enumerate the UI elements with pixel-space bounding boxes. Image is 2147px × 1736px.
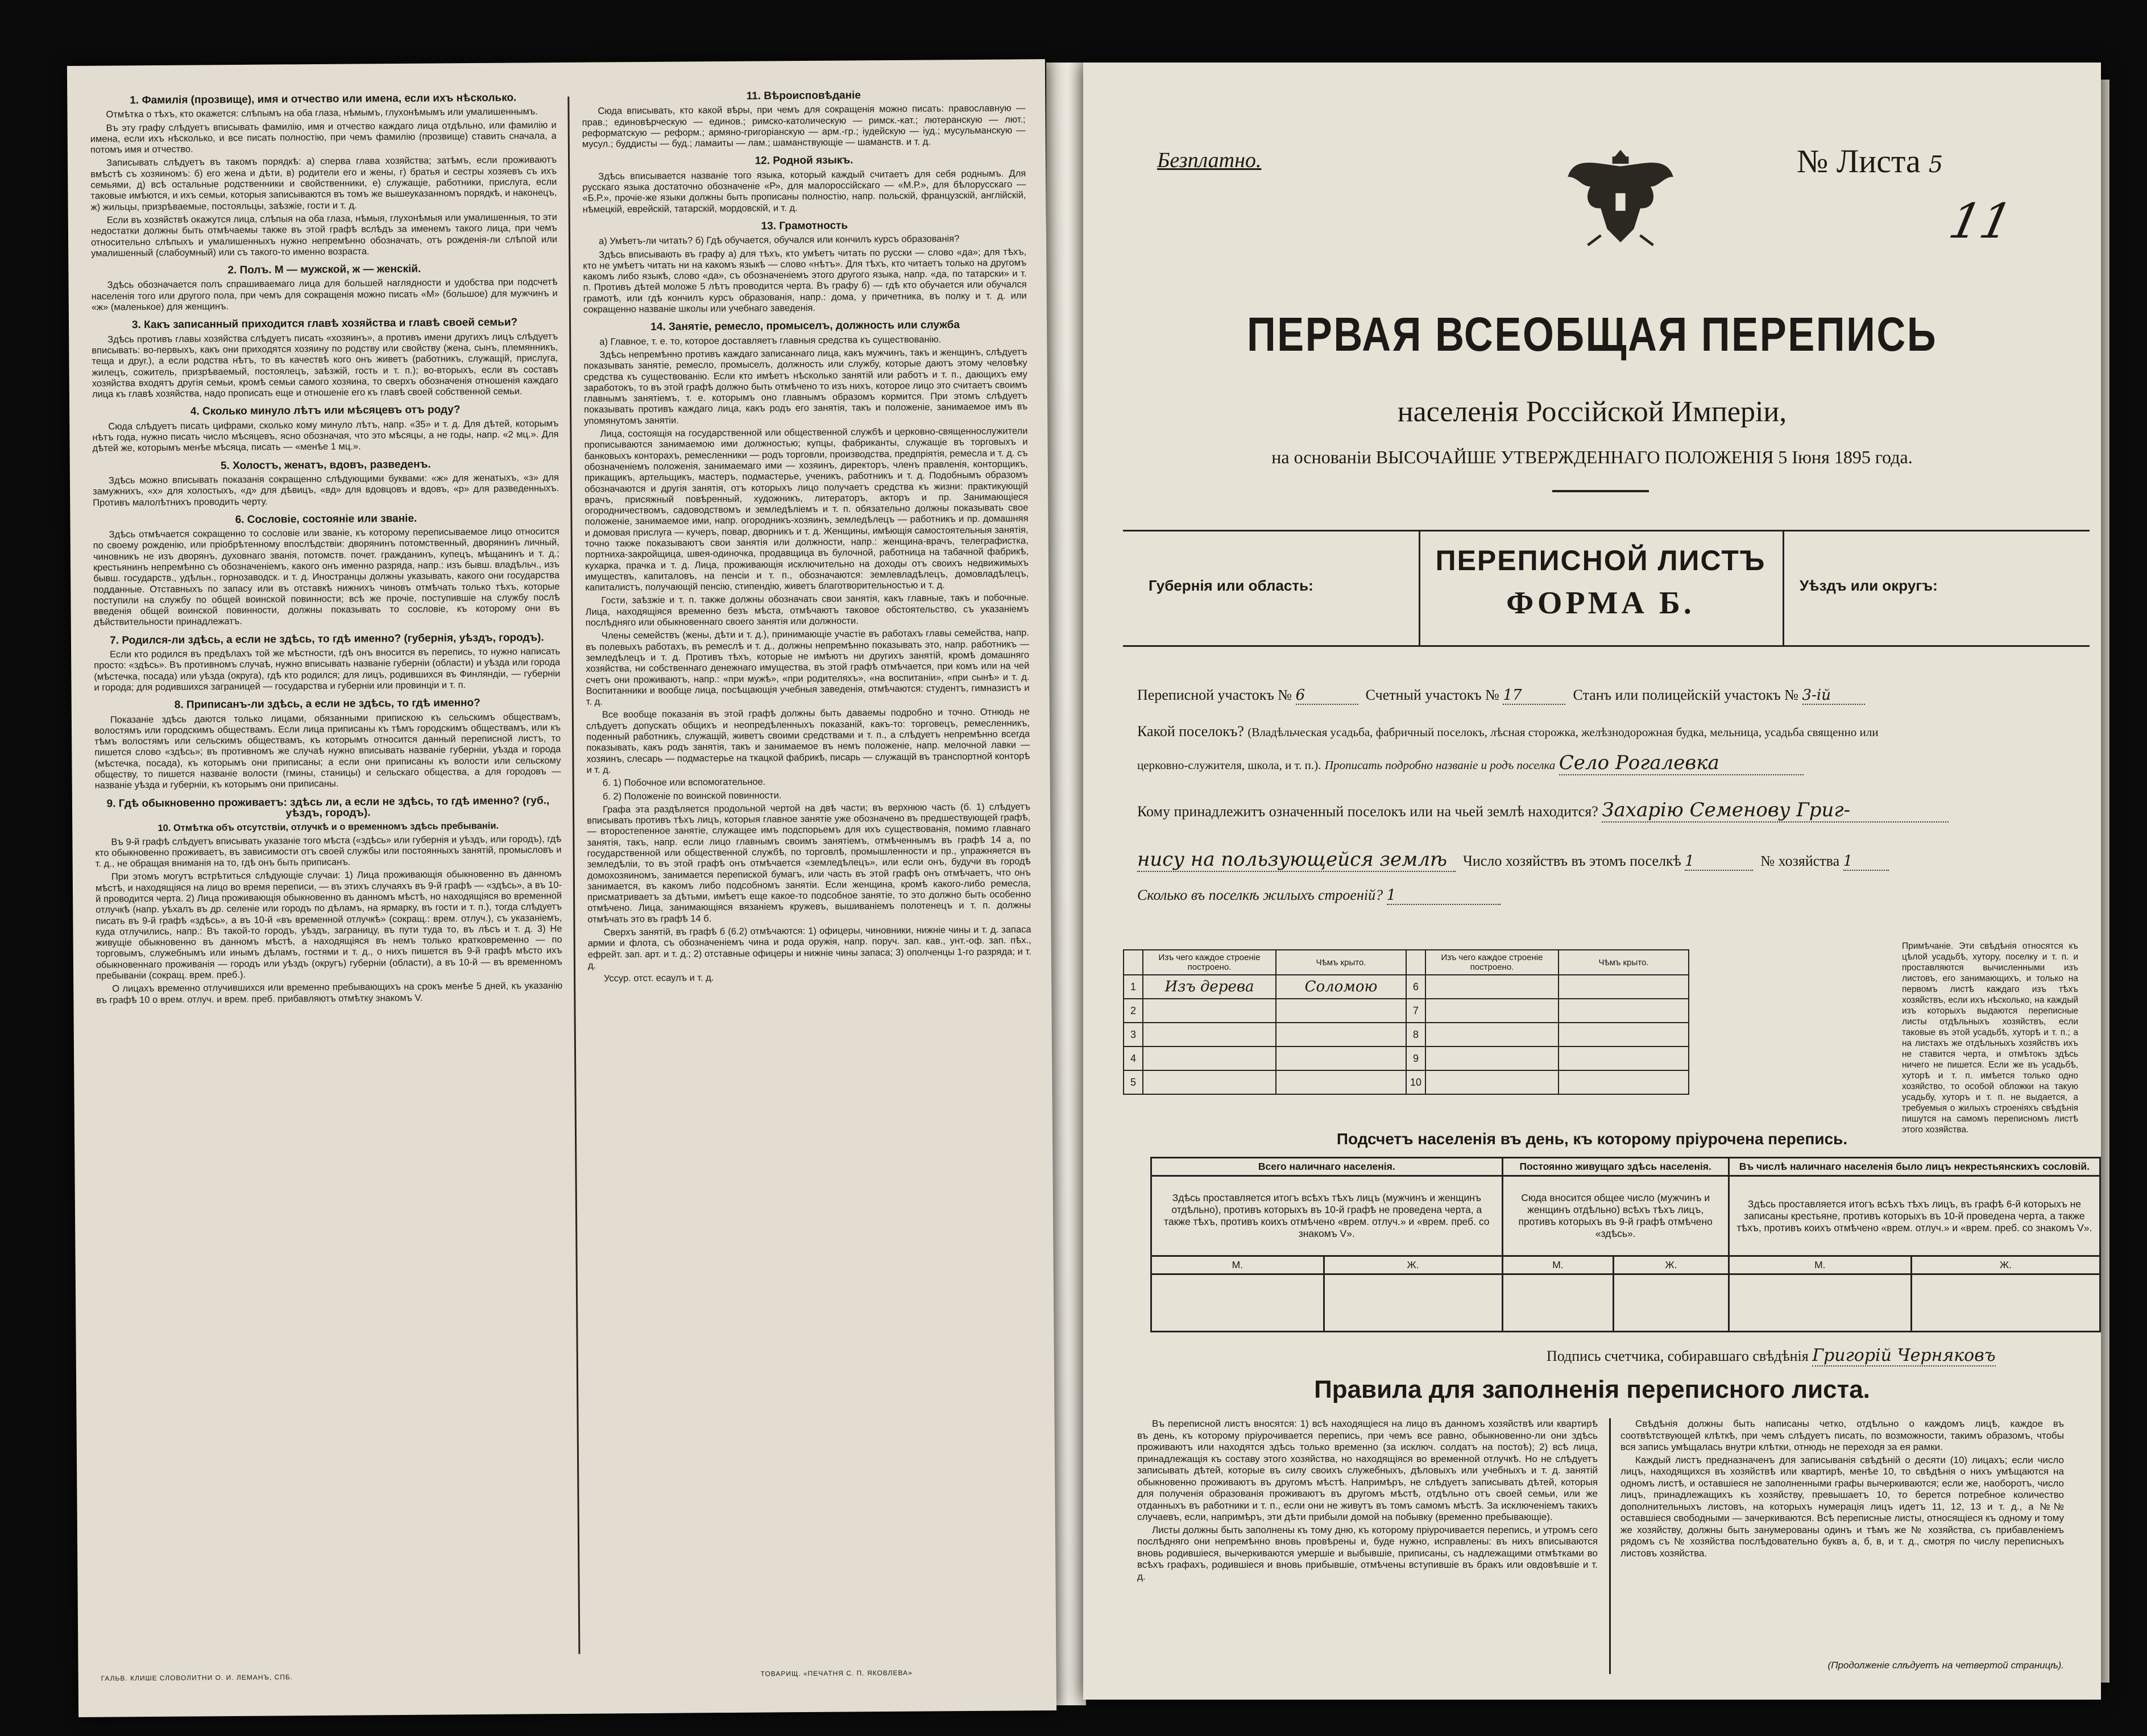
instruction-paragraph: Въ 9-й графѣ слѣдуетъ вписывать указаніе того мѣста («здѣсь» или губернія и уѣздъ, или городъ), гдѣ кто обыкновенно проживаетъ, въ зависимости отъ своей службы или постоянныхъ занятій, промысловъ и т. д., не обращая вниманія на то, гдѣ онъ быть приписанъ. [95, 833, 562, 869]
printer-imprint-right: ТОВАРИЩ. «ПЕЧАТНЯ С. П. ЯКОВЛЕВА» [760, 1668, 913, 1678]
settlement-name-value: Село Рогалевка [1559, 751, 1804, 775]
right-page [1083, 63, 2101, 1700]
instruction-paragraph: Здѣсь противъ главы хозяйства слѣдуетъ писать «хозяинъ», а противъ имени другихъ лицъ слѣдуетъ вписывать: во-первыхъ, какъ они приходятся хозяину по родству или свойству (жена, сынъ, племянникъ, теща и друг.), а если родства нѣтъ, то въ качествѣ кого онъ живетъ (работникъ, служащій, прислуга, жилецъ, сожитель, призрѣваемый, постоялецъ, заѣзжій, гость и т. п.); во-вторыхъ, если въ составъ хозяйства входятъ другія семьи, кромѣ семьи самого хозяина, то сверхъ обозначенія отношенія каждаго лица къ главѣ хозяйства, надо прописать еще и отношеніе его къ главѣ своей собственной семьи. [92, 331, 558, 400]
instruction-heading: 6. Сословіе, состояніе или званіе. [235, 512, 417, 526]
buildings-line [1137, 887, 1501, 905]
free-label: Безплатно. [1157, 148, 1262, 172]
building-roof [1559, 1023, 1689, 1046]
settlement-hint: (Владѣльческая усадьба, фабричный поселокъ, лѣсная сторожка, желѣзнодорожная будка, мельница, усадьба священно или [1247, 725, 1879, 739]
building-roof [1276, 1046, 1406, 1070]
instruction-paragraph: Графа эта раздѣляется продольной чертой на двѣ части; въ верхнюю часть (б. 1) слѣдуетъ вписывать противъ тѣхъ лицъ, которыя главное занятіе уже обозначено въ предшествующей графѣ, — второстепенное занятіе, служащее имъ подспорьемъ для ихъ существованія, помимо главнаго занятія, такъ, напр. если лицо главнымъ своимъ занятіемъ, отмѣченнымъ въ графѣ 14 а, по государственной или общественной службѣ, по торговлѣ, промышленности и пр., упражняется въ земледѣліи, то въ этой графѣ онъ отмѣчается «земледѣлецъ», или если онъ, будучи въ городѣ домохозяиномъ, занимается перепиской бумагъ, или часть въ этой графѣ онъ отмѣчаетъ, что онъ занимается, въ какомъ либо подсобномъ занятіи. Если женщина, кромѣ какого-либо ремесла, присматриваетъ за дѣтьми, имѣетъ еще какое-то подсобное занятіе, то это должно быть особенно отмѣчено. Лица, занимающіяся вязаніемъ кружевъ, вышиваніемъ полотенецъ и т. п. должны отмѣчать это въ графѣ 14 б. [587, 801, 1031, 925]
rules-paragraph: Въ переписной листъ вносятся: 1) всѣ находящіеся на лицо въ данномъ хозяйствѣ или квартирѣ въ день, къ которому пріурочивается перепись, при чемъ все равно, обыкновенно-ли они здѣсь проживаютъ или находятся здѣсь только временно (за исключ. солдатъ на постоѣ); 2) всѣ лица, принадлежащія къ составу этого хозяйства, но находящіяся во временной отлучкѣ. Но не слѣдуетъ записывать дѣтей, которые въ силу своихъ служебныхъ, дѣловыхъ или учебныхъ и т. д. занятій обыкновенно проживаютъ въ другомъ мѣстѣ. Напримѣръ, не слѣдуетъ записывать дѣтей, которыя для полученія образованія проживаютъ въ другомъ мѣстѣ, отдѣльно отъ своей семьи, или же отданныхъ въ работники и т. п., если они не живутъ въ томъ самомъ мѣстѣ. За исключеніемъ такихъ случаевъ, если, напримѣръ, эти дѣти прибыли домой на побывку (временно пребывающіе). [1137, 1418, 1598, 1522]
building-number: 9 [1406, 1046, 1425, 1070]
count-description-row [1151, 1176, 2100, 1256]
instruction-heading: 11. Вѣроисповѣданіе [746, 89, 861, 102]
instruction-paragraph: Если кто родился въ предѣлахъ той же мѣстности, гдѣ онъ вносится въ перепись, то нужно написать просто: «здѣсь». Въ противномъ случаѣ, нужно вписывать названіе губерніи (области) и уѣзда или города (мѣстечка, посада) или уѣзда (округа), гдѣ кто родился; для лицъ, родившихся въ Финляндіи, — губерніи и города; для родившихся заграницей — государства и губерніи или провинціи и т. п. [94, 646, 561, 693]
buildings-count-value: 1 [1387, 887, 1501, 905]
counting-district-label: Счетный участокъ № [1365, 687, 1499, 703]
building-number: 6 [1406, 975, 1425, 999]
instruction-paragraph: Въ эту графу слѣдуетъ вписывать фамилію, имя и отчество каждаго лица отдѣльно, или фамилію и имена, если ихъ нѣсколько, и все писать полностію, при чемъ фамилію (прозвище) ставить сначала, а потомъ имя и отчество. [90, 119, 557, 155]
settlement-name-label: Прописать подробно названіе и родъ поселка [1324, 758, 1556, 772]
instruction-heading: 5. Холостъ, женатъ, вдовъ, разведенъ. [220, 458, 431, 472]
material-header: Изъ чего каждое строеніе построено. [1143, 950, 1276, 975]
building-roof [1276, 1070, 1406, 1094]
police-district-label: Станъ или полицейскій участокъ № [1573, 687, 1799, 703]
female-label: Ж. [1324, 1256, 1502, 1274]
instruction-paragraph: Записывать слѣдуетъ въ такомъ порядкѣ: а) сперва глава хозяйства; затѣмъ, если проживаютъ вмѣстѣ съ хозяиномъ: б) его жена и дѣти, в) родители его и жены, г) братья и сестры хозяевъ съ ихъ семьями, д) всѣ остальные родственники и свойственники, е) служащіе, работники, прислуга, если таковые имѣются, и ихъ семьи, которыя записываются въ томъ же вышеуказанномъ порядкѣ, и наконецъ, ж) жильцы, призрѣваемые, постояльцы, заѣзжіе, гости и т. д. [90, 155, 557, 213]
building-roof [1559, 975, 1689, 999]
rules-paragraph: Листы должны быть заполнены къ тому дню, къ которому пріурочивается перепись, и утромъ сего послѣдняго они непремѣнно вновь провѣрены и, буде нужно, исправлены: въ нихъ вписываются вновь родившіеся, вычеркиваются умершіе и выбывшіе, приписаны, съ надлежащими отмѣтками во всѣхъ графахъ, родившіеся и вновь прибывшіе, отмѣчены вступившіе въ бракъ или овдовѣвшіе и т. д. [1137, 1524, 1598, 1582]
non-peasant-header: Въ числѣ наличнаго населенія было лицъ некрестьянскихъ сословій. [1729, 1158, 2100, 1176]
building-material [1143, 999, 1276, 1023]
instruction-paragraph: Здѣсь можно вписывать показанія сокращенно слѣдующими буквами: «ж» для женатыхъ, «з» для замужнихъ, «х» для холостыхъ, «д» для дѣвицъ, «вд» для вдовцовъ и вдовъ, «р» для разведенныхъ. Противъ малолѣтнихъ проводить черту. [93, 472, 559, 508]
population-count-title: Подсчетъ населенія въ день, къ которому пріурочена перепись. [1336, 1130, 1848, 1148]
building-material: Изъ дерева [1143, 975, 1276, 999]
instruction-heading: 9. Гдѣ обыкновенно проживаетъ: здѣсь ли, а если не здѣсь, то гдѣ именно? (губ., уѣздъ, городъ). [106, 794, 550, 820]
building-number: 10 [1406, 1070, 1425, 1094]
instruction-heading: 7. Родился-ли здѣсь, а если не здѣсь, то гдѣ именно? (губернія, уѣздъ, городъ). [110, 631, 544, 647]
household-number-value: 1 [1843, 853, 1889, 871]
owner-value: Захарію Семенову Григ- [1602, 799, 1949, 823]
uezd-cell [1783, 531, 2090, 645]
households-count-label: Число хозяйствъ въ этомъ поселкѣ [1463, 853, 1681, 869]
handwritten-page-number: 11 [1944, 193, 2017, 249]
instruction-paragraph: Сверхъ занятій, въ графѣ б (6.2) отмѣчаются: 1) офицеры, чиновники, нижніе чины и т. д. запаса армии и флота, съ обозначеніемъ чина и рода оружія, напр. поруч. зап. кав., унт.-оф. зап. пѣх., ефрейт. зап. арт. и т. д.; 2) отставные офицеры и нижніе чины запаса; 3) ополченцы 1-го разряда; и т. д. [587, 924, 1031, 971]
printer-imprint-left: ГАЛЬВ. КЛИШЕ СЛОВОЛИТНИ О. И. ЛЕМАНЪ, СПБ. [101, 1673, 293, 1683]
building-row [1124, 1070, 1689, 1094]
census-basis: на основаніи ВЫСОЧАЙШЕ УТВЕРЖДЕННАГО ПОЛОЖЕНІЯ 5 Іюня 1895 года. [1271, 447, 1913, 467]
buildings-table-header [1124, 950, 1689, 975]
instruction-paragraph: Уссур. отст. есаулъ и т. д. [604, 973, 714, 984]
instruction-paragraph: б. 1) Побочное или вспомогательное. [602, 776, 766, 788]
count-value-row [1151, 1274, 2100, 1332]
household-number-label: № хозяйства [1760, 853, 1840, 869]
form-title: ПЕРЕПИСНОЙ ЛИСТЪ [1435, 545, 1766, 576]
building-number: 1 [1124, 975, 1143, 999]
households-count-value: 1 [1685, 853, 1753, 871]
instruction-paragraph: Здѣсь отмѣчается сокращенно то сословіе или званіе, къ которому переписываемое лицо относится по своему рожденію, или пріобрѣтенному впослѣдствіи: дворянинъ потомственный, дворянинъ личный, чиновникъ не изъ дворянъ, духовнаго званія, потомств. почет. гражданинъ, купецъ, мѣщанинъ и т. д.; крестьянинъ непремѣнно съ обозначеніемъ, какого онъ именно разряда, напр.: изъ бывш. владѣльч., изъ бывш. государств., удѣльн., горнозаводск. и т. д. Иностранцы должны указывать, какого они государства подданные. Отставныхъ по запасу или въ отставкѣ нижнихъ чиновъ отмѣчать только тѣхъ, которые поступили на службу по общей воинской повинности; всѣ же прочіе, поступившіе на службу послѣ введенія общей воинской повинности, должны показывать то сословіе, къ которому они въ дѣйствительности принадлежатъ. [93, 526, 560, 628]
female-count-cell [1324, 1274, 1502, 1332]
settlement-line [1137, 723, 1879, 740]
non-peasant-description: Здѣсь проставляется итогъ всѣхъ тѣхъ лицъ, въ графѣ 6-й которыхъ не записаны крестьяне, противъ которыхъ въ 10-й проведена черта, а также тѣхъ, противъ коихъ отмѣчено «врем. отлуч.» и «врем. преб. со знакомъ V». [1729, 1176, 2100, 1256]
form-title-cell [1419, 531, 1784, 645]
instruction-paragraph: При этомъ могутъ встрѣтиться слѣдующіе случаи: 1) Лица проживающія обыкновенно въ данномъ мѣстѣ, и находящіяся на лицо во время переписи, — въ этихъ случаяхъ въ 9-й графѣ — «здѣсь», а въ 10-й проводится черта. 2) Лица проживающія обыкновенно въ данномъ мѣстѣ, но находящіяся во временной отлучкѣ (напр. уѣхалъ въ др. селеніе или городъ по дѣламъ, на ярмарку, въ гости и т. п.), тогда слѣдуетъ писать въ 9-й графѣ «здѣсь», а въ 10-й «въ временной отлучкѣ» (сокращ.: врем. отлуч.), съ указаніемъ, куда отлучились, напр.: Въ такой-то городъ, уѣздъ, заграницу, въ пути туда то, въ лѣсъ и т. д. 3) Не живущіе обыкновенно въ данномъ мѣстѣ, а находящіяся въ немъ только кратковременно — по торговымъ, служебнымъ или инымъ дѣламъ, гостями и т. д., о нихъ пишется въ 9-й графѣ мѣсто ихъ обыкновеннаго проживанія — городъ или уѣздъ (округъ) губерніи (области), а въ 10-й — въ временномъ пребываніи (сокращ. врем. преб.). [95, 869, 562, 981]
instruction-paragraph: Сюда слѣдуетъ писать цифрами, сколько кому минуло лѣтъ, напр. «35» и т. д. Для дѣтей, которымъ нѣтъ года, нужно писать число мѣсяцевъ, ясно обозначая, что это мѣсяцы, а не годы, напр. «2 мц.». Для дѣтей же, которымъ менѣе мѣсяца, писать — «менѣе 1 мц.». [92, 418, 559, 454]
permanent-residents-description: Сюда вносится общее число (мужчинъ и женщинъ отдѣльно) всѣхъ тѣхъ лицъ, противъ которыхъ въ 9-й графѣ отмѣчено «здѣсь». [1502, 1176, 1729, 1256]
instruction-heading: 12. Родной языкъ. [755, 154, 853, 168]
instruction-paragraph: Здѣсь вписывають въ графу а) для тѣхъ, кто умѣетъ читать по русски — слово «да»; для тѣхъ, кто не умѣетъ читать ни на какомъ языкѣ — слово «нѣтъ». Для тѣхъ, кто читаетъ только на другомъ какомъ либо языкѣ, слово «да», съ обозначеніемъ этого другого языка, напр. «да, по татарски» и т. п. Противъ дѣтей моложе 5 лѣтъ проводится черта. Въ графу б) — гдѣ кто обучается или обучался грамотѣ, или гдѣ кончилъ курсъ образованія, напр.: дома, у причетника, въ полку и т. д. или сокращенно названіе школы или учебнаго заведенія. [583, 246, 1027, 315]
total-present-header: Всего наличнаго населенія. [1151, 1158, 1503, 1176]
census-title: ПЕРВАЯ ВСЕОБЩАЯ ПЕРЕПИСЬ [1246, 308, 1938, 361]
counting-district-value: 17 [1503, 687, 1565, 705]
male-label: М. [1502, 1256, 1614, 1274]
building-roof [1276, 999, 1406, 1023]
female-label: Ж. [1614, 1256, 1729, 1274]
gubernia-label: Губернія или область: [1149, 577, 1313, 594]
form-b-label: ФОРМА Б. [1506, 585, 1695, 621]
instruction-paragraph: Члены семействъ (жены, дѣти и т. д.), принимающіе участіе въ работахъ главы семейства, напр. въ полевыхъ работахъ, въ ремеслѣ и т. д., должны непремѣнно показывать это, напр. работникъ — земледѣлецъ и т. д. Противъ тѣхъ, которые не имѣютъ ни другихъ занятій, кромѣ домашняго хозяйства, ни собственнаго денежнаго имущества, въ этой графѣ отмѣчается, при комъ или на чей счетъ они проживаютъ, напр.: «при мужѣ», «при родителяхъ», «на воспитаніи», «при сынѣ» и т. д. Воспитанники и вообще лица, посѣщающія учебныя заведенія, отмѣчаются: студентъ, гимназистъ и т. д. [585, 628, 1030, 707]
sheet-number-label: № Листа [1797, 143, 1921, 180]
rules-paragraph: Каждый листъ предназначенъ для записыванія свѣдѣній о десяти (10) лицахъ; если число лицъ, находящихся въ хозяйствѣ или квартирѣ, менѣе 10, то свѣдѣнія о нихъ умѣщаются на одномъ листѣ, и оставшіеся не заполненными графы вычеркиваются; если же, наоборотъ, число лицъ, принадлежащихъ къ хозяйству, превышаетъ 10, то берется потребное количество дополнительныхъ листовъ, на которыхъ нумерація лицъ идетъ 11, 12, 13 и т. д., а №№ оставшіеся свободными — зачеркиваются. Всѣ переписные листы, относящіеся къ одному и тому же хозяйству, должны быть занумерованы одинъ и тѣмъ же № хозяйства, съ прибавленіемъ рядомъ съ № хозяйства послѣдовательно буквъ а, б, в, и т. д., смотря по числу переписныхъ листовъ хозяйства. [1620, 1454, 2064, 1559]
total-present-description: Здѣсь проставляется итогъ всѣхъ тѣхъ лицъ (мужчинъ и женщинъ отдѣльно), противъ которыхъ въ 10-й графѣ не проведена черта, а также тѣхъ, противъ коихъ отмѣчено «врем. отлуч.» и «врем. преб. со знакомъ V». [1151, 1176, 1503, 1256]
row-number-header [1124, 950, 1143, 975]
building-material [1143, 1023, 1276, 1046]
form-header-row [1123, 530, 2090, 647]
gubernia-cell [1123, 531, 1420, 645]
instruction-heading: 14. Занятіе, ремесло, промыселъ, должность или служба [650, 319, 960, 334]
instruction-paragraph: а) Умѣетъ-ли читать? б) Гдѣ обучается, обучался или кончилъ курсъ образованія? [598, 234, 960, 247]
instruction-paragraph: б. 2) Положеніе по воинской повинности. [602, 790, 782, 802]
rules-divider [1609, 1418, 1611, 1674]
settlement-question: Какой поселокъ? [1137, 723, 1244, 740]
building-material [1425, 975, 1559, 999]
buildings-note: Примѣчаніе. Эти свѣдѣнія относятся къ цѣлой усадьбѣ, хутору, поселку и т. п. и проставляются вычисленными изъ листовъ, его занимающихъ, и только на первомъ листѣ каждаго изъ тѣхъ хозяйствъ, если ихъ нѣсколько, на каждый изъ которыхъ выдаются переписные листы отдѣльныхъ хозяйствъ, если таковые въ этой усадьбѣ, хуторѣ и т. п.; а на листахъ же отдѣльныхъ хозяйствъ ихъ не ставится черта, и отмѣтокъ здѣсь ничего не пишется. Если же въ усадьбѣ, хуторѣ и т. п. имѣется только одно хозяйство, то особой обложки на такую усадьбу, хуторъ и т. п. не выдается, а требуемыя о жилыхъ строеніяхъ свѣдѣнія пишутся на самомъ переписномъ листѣ этого хозяйства. [1902, 941, 2078, 1135]
rules-paragraph: Свѣдѣнія должны быть написаны четко, отдѣльно о каждомъ лицѣ, каждое въ соотвѣтствующей клѣткѣ, при чемъ слѣдуетъ писать, по возможности, такимъ образомъ, чтобы вся запись умѣщалась внутри клѣтки, отнюдь не переходя за ея рамки. [1620, 1418, 2064, 1452]
households-line [1137, 848, 1889, 872]
building-row [1124, 975, 1689, 999]
instruction-heading: 2. Полъ. М — мужской, ж — женскій. [227, 263, 421, 277]
rules-title: Правила для заполненія переписного листа. [1314, 1376, 1870, 1403]
buildings-count-label: Сколько въ поселкѣ жилыхъ строеній? [1137, 887, 1383, 903]
building-number: 2 [1124, 999, 1143, 1023]
male-count-cell [1151, 1274, 1324, 1332]
settlement-hint-cont: церковно-служителя, школа, и т. п.). [1137, 758, 1321, 772]
building-roof: Соломою [1276, 975, 1406, 999]
material-header: Изъ чего каждое строеніе построено. [1425, 950, 1559, 975]
building-material [1425, 1023, 1559, 1046]
enumerator-signature-line [1547, 1345, 1996, 1365]
instruction-paragraph: Здѣсь вписывается названіе того языка, который каждый считаетъ для себя роднымъ. Для русскаго языка достаточно обозначеніе «Р», для малороссійскаго — «М.Р.», для бѣлорусскаго — «Б.Р.», прочіе-же языки должны быть прописаны полностію, напр. польскій, французскій, англійскій, нѣмецкій, еврейскій, татарскій, мордовскій, и т. д. [582, 168, 1026, 215]
building-roof [1559, 1046, 1689, 1070]
instructions-column-2 [582, 82, 1036, 1642]
census-subtitle: населенія Россійской Имперіи, [1397, 396, 1787, 428]
enumerator-signature-label: Подпись счетчика, собиравшаго свѣдѣнія [1547, 1348, 1809, 1364]
absence-note-heading: 10. Отмѣтка объ отсутствіи, отлучкѣ и о временномъ здѣсь пребываніи. [157, 820, 499, 834]
female-label: Ж. [1911, 1256, 2100, 1274]
district-line [1137, 687, 1865, 705]
instruction-paragraph: Если въ хозяйствѣ окажутся лица, слѣпыя на оба глаза, нѣмыя, глухонѣмыя или умалишенныя, то эти недостатки должны быть отмѣчаемы также въ этой графѣ вслѣдъ за именемъ такого лица, при чемъ относительно слѣпыхъ и умалишенныхъ нужно непремѣнно обозначать, отъ рожденія-ли слѣпой или умалишенный (слабоумный) или съ такого-то именно возраста. [90, 211, 558, 259]
building-material [1143, 1070, 1276, 1094]
enumerator-signature-value: Григорій Черняковъ [1812, 1345, 1996, 1365]
owner-line [1137, 799, 1949, 823]
instruction-paragraph: Все вообще показанія въ этой графѣ должны быть даваемы подробно и точно. Отнюдь не слѣдуетъ допускать общихъ и неопредѣленныхъ показаній, какъ-то: торговецъ, ремесленникъ, поденный работникъ, служащій, живетъ своими средствами и т. п., а слѣдуетъ непремѣнно всегда показывать, какъ родъ занятія, такъ и занимаемое въ немъ положеніе, напр. мелочной лавки — хозяинъ, слесарь — подмастерье на ткацкой фабрикѣ, писарь — служащій въ транспортной конторѣ и т. д. [586, 707, 1030, 775]
instruction-paragraph: Отмѣтка о тѣхъ, кто окажется: слѣпымъ на оба глаза, нѣмымъ, глухонѣмымъ или умалишеннымъ. [106, 106, 538, 120]
instruction-heading: 8. Приписанъ-ли здѣсь, а если не здѣсь, то гдѣ именно? [174, 697, 480, 711]
rules-continuation-note: (Продолженіе слѣдуетъ на четвертой страницѣ). [1827, 1660, 2064, 1671]
male-count-cell [1729, 1274, 1911, 1332]
column-divider [567, 97, 580, 1654]
male-count-cell [1502, 1274, 1614, 1332]
owner-label: Кому принадлежитъ означенный поселокъ или на чьей землѣ находится? [1137, 803, 1598, 820]
instruction-heading: 1. Фамилія (прозвище), имя и отчество или имена, если ихъ нѣсколько. [130, 92, 517, 107]
building-number: 5 [1124, 1070, 1143, 1094]
building-row [1124, 1023, 1689, 1046]
roof-header: Чѣмъ крыто. [1276, 950, 1406, 975]
owner-value-cont: нису на пользующейся землѣ [1137, 848, 1456, 872]
male-label: М. [1729, 1256, 1911, 1274]
title-divider [1552, 490, 1649, 492]
building-roof [1559, 999, 1689, 1023]
sheet-number-value: 5 [1928, 152, 1943, 178]
permanent-residents-header: Постоянно живущаго здѣсь населенія. [1502, 1158, 1729, 1176]
building-material [1425, 1070, 1559, 1094]
building-number: 7 [1406, 999, 1425, 1023]
building-roof [1276, 1023, 1406, 1046]
instruction-paragraph: О лицахъ временно отлучившихся или временно пребывающихъ на срокъ менѣе 5 дней, къ указанію въ графѣ 10 о врем. отлуч. и врем. преб. прибавляютъ отмѣтку знакомъ V. [96, 981, 563, 1006]
police-district-value: 3-ій [1802, 687, 1865, 705]
building-material [1143, 1046, 1276, 1070]
sheet-number [1797, 142, 1943, 180]
double-headed-eagle-emblem [1555, 131, 1686, 261]
census-district-label: Переписной участокъ № [1137, 687, 1292, 703]
female-count-cell [1614, 1274, 1729, 1332]
population-count-table [1150, 1157, 2101, 1332]
instruction-paragraph: а) Главное, т. е. то, которое доставляетъ главныя средства къ существованію. [599, 334, 942, 347]
building-row [1124, 1046, 1689, 1070]
building-material [1425, 1046, 1559, 1070]
instruction-paragraph: Здѣсь непремѣнно противъ каждаго записаннаго лица, какъ мужчинъ, такъ и женщинъ, слѣдуетъ показывать занятіе, ремесло, промыселъ, должность или службу, которые даютъ этому человѣку средства къ существованію. Если кто имѣетъ нѣсколько занятій или работъ и т. п., дающихъ ему заработокъ, то въ этой графѣ должно быть отмѣчено то изъ нихъ, которое лицо это считаетъ своимъ главнымъ занятіемъ, т. е. которымъ оно главнымъ образомъ кормится. При этомъ слѣдуетъ показывать противъ каждаго лица, какъ родъ его занятія, такъ и положеніе, занимаемое имъ въ упомянутомъ занятіи. [583, 347, 1028, 426]
rules-column-2 [1620, 1418, 2064, 1657]
instruction-paragraph: Лица, состоящія на государственной или общественной службѣ и церковно-священнослужители прописываются занимаемою ими должностью; купцы, фабриканты, служащіе въ торговыхъ и банковыхъ конторахъ, ремесленники — родъ торговли, производства, предпріятія, ремесла и т. д. съ обозначеніемъ положенія, занимаемаго ими — хозяинъ, директоръ, членъ правленія, конторщикъ, прикащикъ, артельщикъ, мастеръ, подмастерье, ученикъ, работникъ и т. д. Подобнымъ образомъ обозначаются и другія занятія, отъ которыхъ лицо получаетъ средства къ жизни: практикующій врачъ, присяжный повѣренный, художникъ, литераторъ, акторъ и пр. Занимающіеся огородничествомъ, садоводствомъ и земледѣліемъ и т. п. обязательно должны показывать свое положеніе, занимаемое ими, напр. огородникъ-хозяинъ, земледѣлецъ — работникъ и пр. домашняя и домовая прислуга — кучеръ, повар, дворникъ и т. д. Женщины, имѣющія самостоятельныя занятія, точно также показываютъ свои занятія или должности, напр.: женщина-врачъ, телеграфистка, портниха-закройщица, швея-одиночка, продавщица въ булочной, работница на табачной фабрикѣ, кухарка, прачка и т. д. Лица, проживающія исключительно на доходы отъ своихъ недвижимыхъ имуществъ, капиталовъ, на пенсіи и т. п., обозначаются: землевладѣлецъ, домовладѣлецъ, капиталистъ, получающій пенсію, стипендію, живетъ благотворительностью и т. д. [584, 426, 1029, 593]
left-page [67, 59, 1056, 1717]
row-number-header [1406, 950, 1425, 975]
instruction-paragraph: Здѣсь обозначается полъ спрашиваемаго лица для большей наглядности и удобства при подсчетѣ населенія того или другого пола, при чемъ для сокращенія можно писать «М» (большое) для мужчинъ и «ж» (маленькое) для женщинъ. [91, 277, 558, 313]
uezd-label: Уѣздъ или округъ: [1800, 577, 1938, 594]
count-sex-row [1151, 1256, 2100, 1274]
instruction-heading: 3. Какъ записанный приходится главѣ хозяйства и главѣ своей семьи? [131, 316, 518, 331]
building-number: 8 [1406, 1023, 1425, 1046]
building-roof [1559, 1070, 1689, 1094]
instruction-paragraph: Гости, заѣзжіе и т. п. также должны обозначать свои занятія, какъ главные, такъ и побочные. Лица, находящіяся временно безъ мѣста, отмѣчаютъ таковое обстоятельство, съ указаніемъ послѣдняго или обыкновеннаго своего занятія или должности. [585, 592, 1029, 628]
male-label: М. [1151, 1256, 1324, 1274]
settlement-name-line [1137, 751, 1804, 775]
instruction-paragraph: Показаніе здѣсь даются только лицами, обязанными припискою къ сельскимъ обществамъ, волостямъ или городскимъ обществамъ. Если лица приписаны къ тѣмъ городскимъ обществамъ, или къ тѣмъ волостямъ или сельскимъ обществамъ, къ которымъ относится данный переписной листъ, то пишется слово «здѣсь»; въ противномъ же случаѣ нужно вписывать названіе губерніи, уѣзда и города (мѣстечка, посада), къ которымъ они приписаны; а если они приписаны къ волости или сельскому обществу, то пишется названіе волости (гмины, станицы) и сельскаго общества, а для городовъ — названіе уѣзда и губерніи, къ которымъ они приписаны. [94, 711, 561, 791]
instructions-column-1 [90, 85, 567, 1646]
building-material [1425, 999, 1559, 1023]
census-district-value: 6 [1296, 687, 1358, 705]
instruction-heading: 4. Сколько минуло лѣтъ или мѣсяцевъ отъ роду? [190, 404, 461, 418]
instruction-paragraph: Сюда вписывать, кто какой вѣры, при чемъ для сокращенія можно писать: православную — прав.; единовѣрческую — единов.; римско-католическую — римск.-кат.; лютеранскую — лют.; реформатскую — реформ.; армяно-григоріанскую — арм.-гр.; іудейскую — іуд.; мусульманскую — мусул.; буддисты — буд.; ламаиты — лам.; шаманствующіе — шаманств. и т. д. [582, 103, 1026, 149]
rules-column-1 [1137, 1418, 1598, 1668]
count-header-row [1151, 1158, 2100, 1176]
building-number: 4 [1124, 1046, 1143, 1070]
roof-header: Чѣмъ крыто. [1559, 950, 1689, 975]
female-count-cell [1911, 1274, 2100, 1332]
buildings-table [1123, 949, 1689, 1095]
building-row [1124, 999, 1689, 1023]
building-number: 3 [1124, 1023, 1143, 1046]
instruction-heading: 13. Грамотность [761, 219, 848, 232]
